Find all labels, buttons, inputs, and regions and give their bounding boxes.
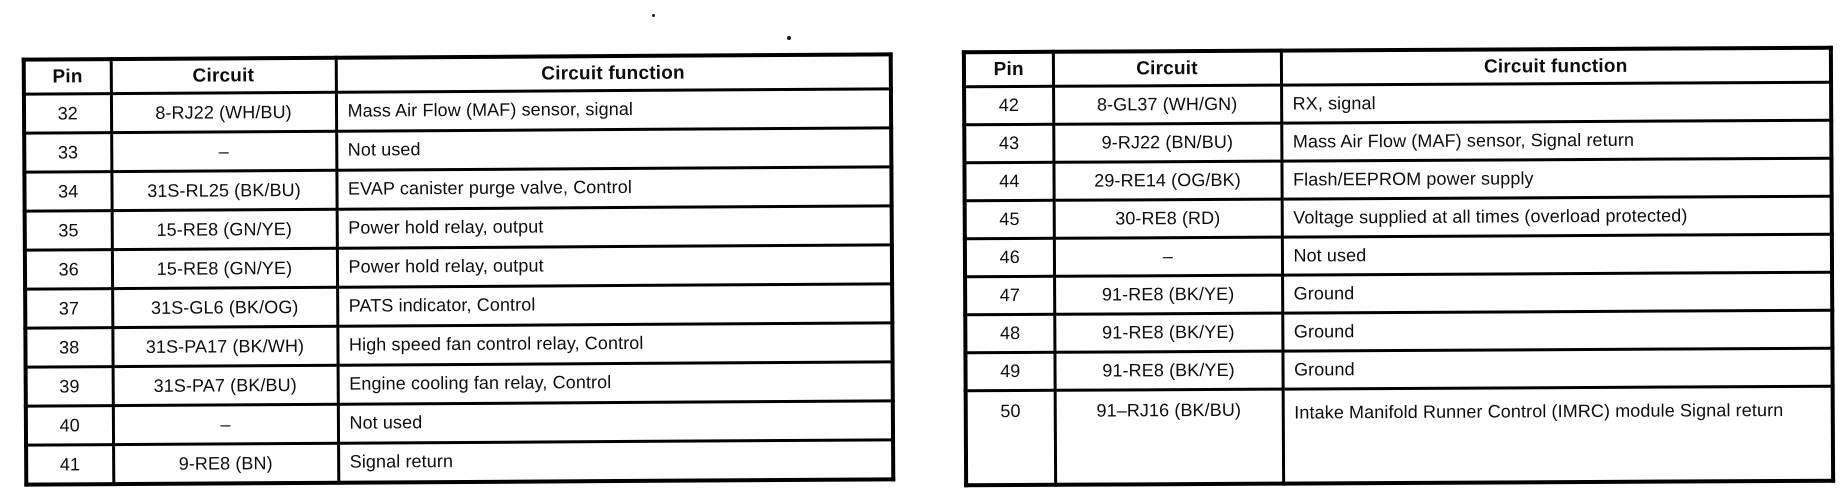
- circuit-function-cell: Not used: [1282, 234, 1832, 275]
- pin-cell: 34: [24, 172, 111, 212]
- pin-cell: 36: [25, 250, 112, 290]
- circuit-cell: 9-RJ22 (BN/BU): [1053, 123, 1281, 162]
- circuit-cell: 8-GL37 (WH/GN): [1053, 85, 1281, 124]
- pin-cell: 45: [965, 200, 1054, 238]
- circuit-cell: –: [111, 131, 336, 171]
- circuit-function-cell: Voltage supplied at all times (overload protected): [1282, 196, 1832, 237]
- circuit-cell: 29-RE14 (OG/BK): [1053, 161, 1281, 200]
- circuit-function-cell: RX, signal: [1281, 82, 1831, 123]
- circuit-function-cell: Power hold relay, output: [337, 245, 892, 287]
- pin-cell: 32: [24, 94, 111, 134]
- table-row: [26, 440, 893, 485]
- table-row: [965, 348, 1832, 391]
- pin-cell: 43: [964, 124, 1053, 162]
- table-row: [26, 362, 893, 406]
- circuit-function-cell: PATS indicator, Control: [337, 284, 892, 326]
- table-row: [966, 386, 1833, 485]
- circuit-function-cell: Flash/EEPROM power supply: [1281, 158, 1831, 199]
- column-header-circuit: Circuit: [111, 58, 336, 94]
- circuit-function-cell: Power hold relay, output: [337, 206, 892, 248]
- circuit-cell: 9-RE8 (BN): [113, 443, 338, 484]
- table-row: [25, 206, 892, 250]
- circuit-cell: 31S-PA17 (BK/WH): [112, 326, 337, 366]
- circuit-cell: –: [1054, 237, 1282, 276]
- table-row: [25, 323, 892, 367]
- circuit-cell: 91-RE8 (BK/YE): [1054, 313, 1282, 352]
- pinout-table-32-41: [22, 52, 896, 486]
- table-row: [965, 196, 1832, 239]
- circuit-cell: 91-RE8 (BK/YE): [1054, 351, 1282, 390]
- circuit-function-cell: High speed fan control relay, Control: [337, 323, 892, 365]
- pin-cell: 48: [965, 314, 1054, 352]
- circuit-cell: 31S-GL6 (BK/OG): [112, 287, 337, 327]
- circuit-function-cell: Ground: [1282, 272, 1832, 313]
- circuit-function-cell: Not used: [338, 401, 893, 443]
- pin-cell: 40: [26, 406, 113, 446]
- column-header-circuit-function: Circuit function: [336, 54, 891, 92]
- table-row: [964, 82, 1831, 125]
- circuit-function-cell: Ground: [1282, 310, 1832, 351]
- circuit-cell: 15-RE8 (GN/YE): [112, 209, 337, 249]
- circuit-function-cell: Ground: [1282, 348, 1832, 389]
- pin-cell: 38: [25, 328, 112, 368]
- table-row: [25, 284, 892, 328]
- table-row: [24, 89, 891, 133]
- circuit-cell: 91-RE8 (BK/YE): [1054, 275, 1282, 314]
- column-header-circuit: Circuit: [1053, 51, 1281, 87]
- circuit-function-cell: Mass Air Flow (MAF) sensor, Signal return: [1281, 120, 1831, 161]
- pin-cell: 33: [24, 133, 111, 173]
- pin-cell: 35: [25, 211, 112, 251]
- table-row: [965, 272, 1832, 315]
- table-row: [965, 234, 1832, 277]
- circuit-function-cell: Not used: [336, 128, 891, 170]
- pinout-table-42-50: [962, 46, 1835, 488]
- pin-cell: 46: [965, 238, 1054, 276]
- scan-speck: [652, 14, 655, 17]
- pin-cell: 49: [965, 352, 1054, 390]
- pin-cell: 50: [966, 390, 1055, 485]
- pin-cell: 44: [964, 162, 1053, 200]
- table-row: [964, 120, 1831, 163]
- circuit-cell: 31S-PA7 (BK/BU): [113, 365, 338, 405]
- circuit-cell: 8-RJ22 (WH/BU): [111, 92, 336, 132]
- circuit-function-cell: Mass Air Flow (MAF) sensor, signal: [336, 89, 891, 131]
- table-row: [24, 167, 891, 211]
- table-header-row: [24, 54, 891, 94]
- table-row: [25, 245, 892, 289]
- scan-speck: [787, 36, 791, 40]
- circuit-function-cell: Engine cooling fan relay, Control: [338, 362, 893, 404]
- column-header-pin: Pin: [964, 52, 1053, 87]
- circuit-function-cell: Intake Manifold Runner Control (IMRC) module Signal return: [1283, 386, 1833, 483]
- column-header-pin: Pin: [24, 59, 111, 94]
- circuit-cell: 91–RJ16 (BK/BU): [1055, 389, 1283, 485]
- circuit-cell: 31S-RL25 (BK/BU): [111, 170, 336, 210]
- circuit-cell: –: [113, 404, 338, 444]
- table-row: [964, 158, 1831, 201]
- pin-cell: 37: [25, 289, 112, 329]
- table-header-row: [964, 48, 1831, 87]
- table-row: [26, 401, 893, 445]
- pin-cell: 42: [964, 86, 1053, 124]
- circuit-cell: 15-RE8 (GN/YE): [112, 248, 337, 288]
- pin-cell: 39: [26, 367, 113, 407]
- table-row: [24, 128, 891, 172]
- circuit-function-cell: Signal return: [338, 440, 893, 483]
- circuit-function-cell: EVAP canister purge valve, Control: [336, 167, 891, 209]
- pin-cell: 41: [26, 445, 113, 485]
- pin-cell: 47: [965, 276, 1054, 314]
- circuit-cell: 30-RE8 (RD): [1054, 199, 1282, 238]
- table-row: [965, 310, 1832, 353]
- column-header-circuit-function: Circuit function: [1281, 48, 1831, 85]
